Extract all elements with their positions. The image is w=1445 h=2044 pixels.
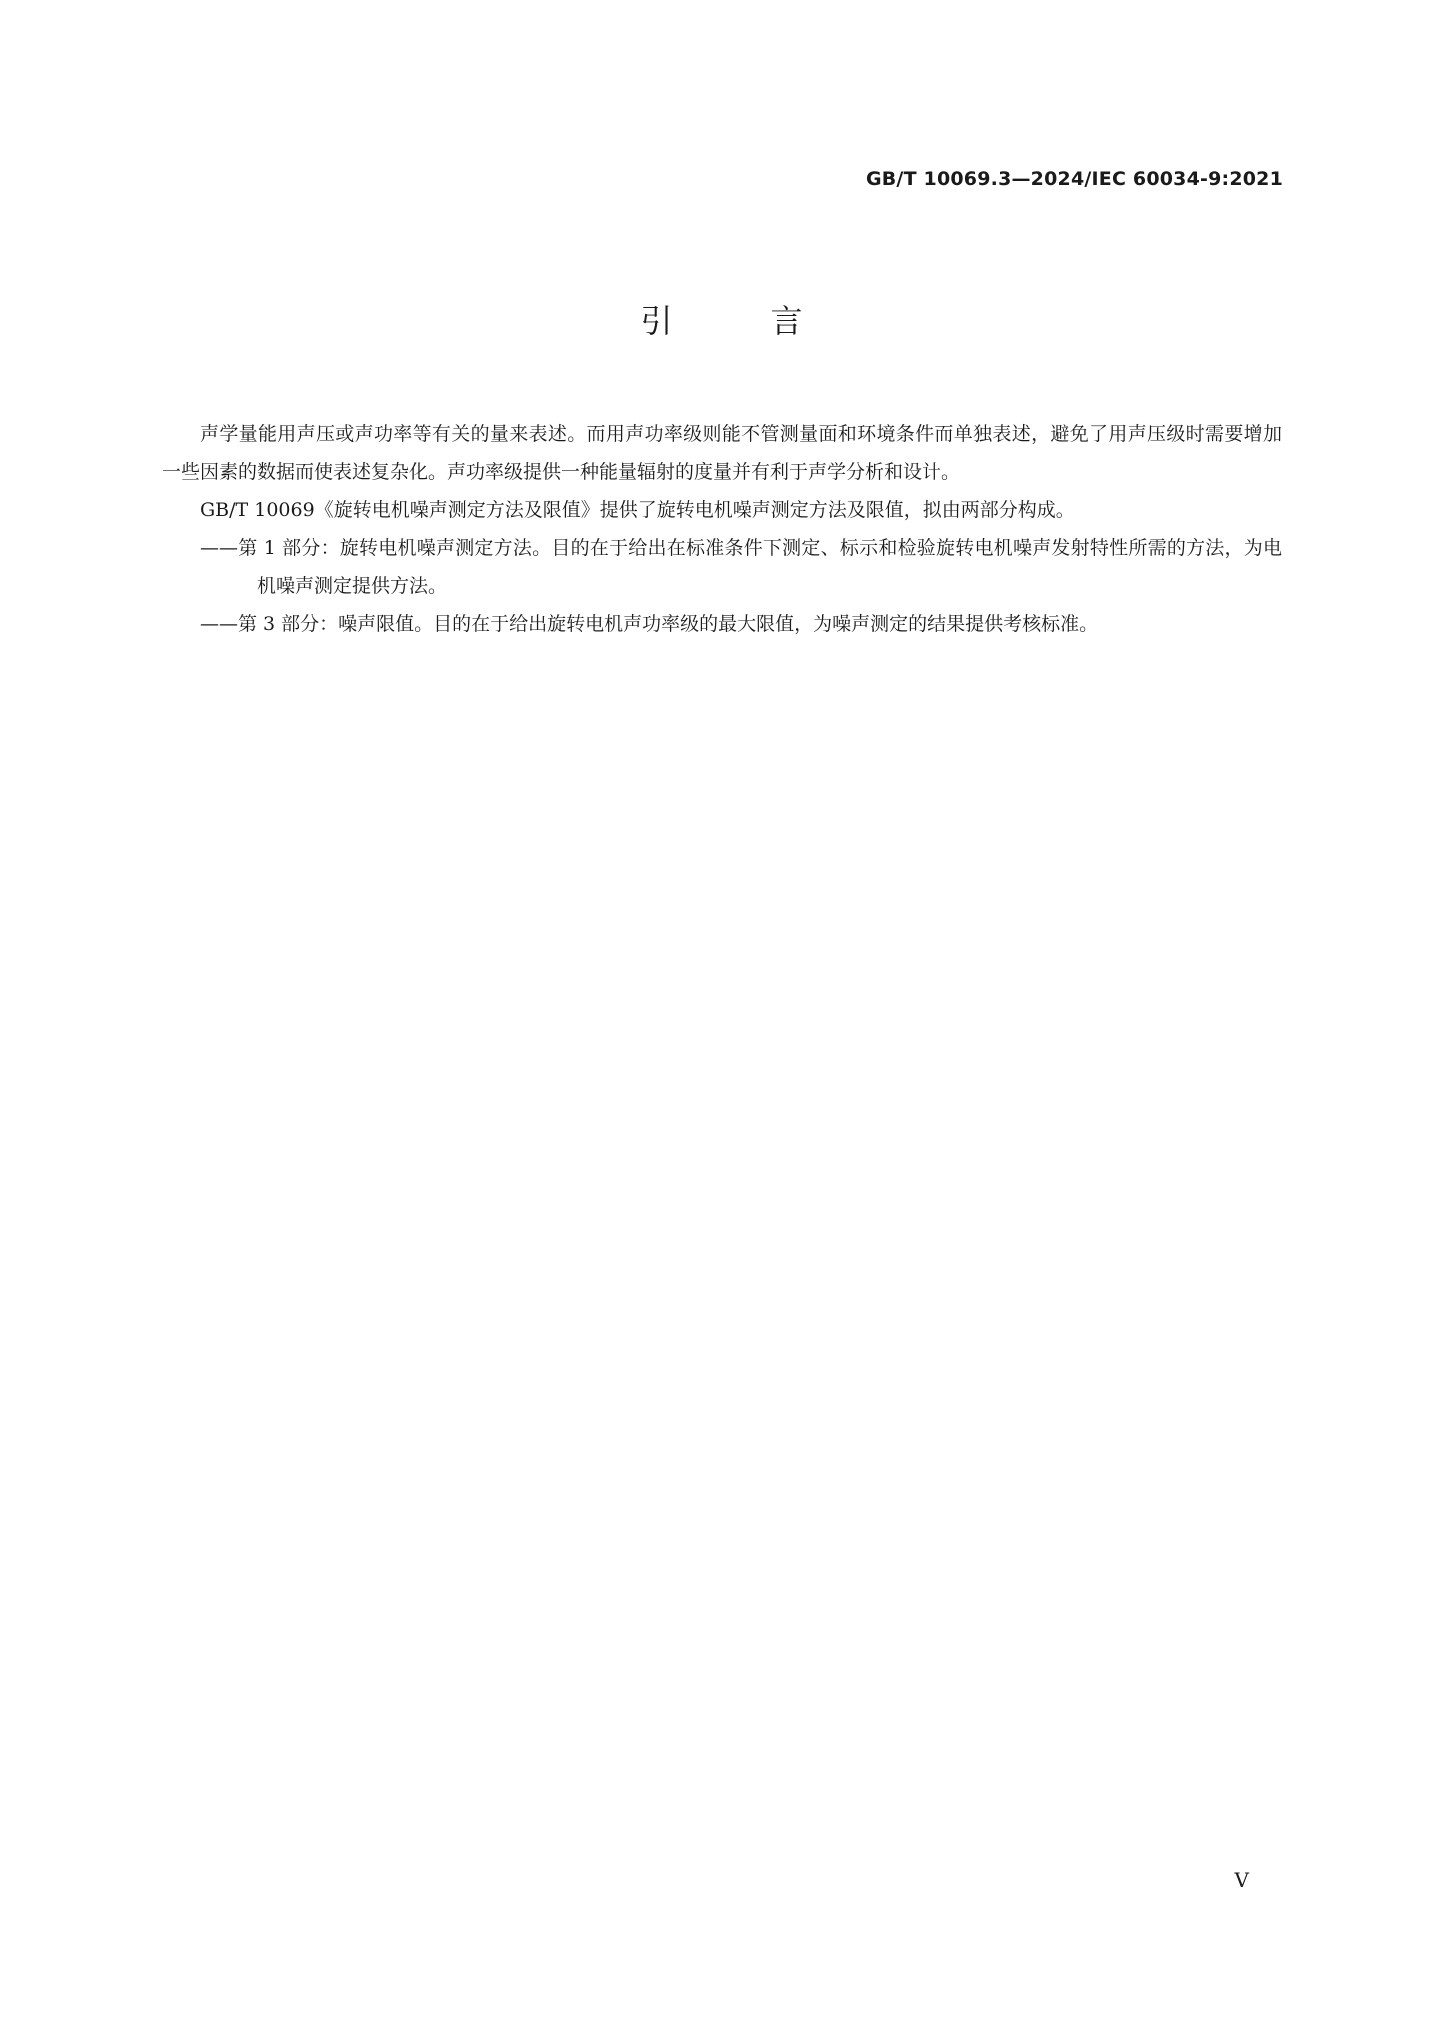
paragraph-acoustic-quantities: 声学量能用声压或声功率等有关的量来表述。而用声功率级则能不管测量面和环境条件而单独表述，避免了用声压级时需要增加一些因素的数据而使表述复杂化。声功率级提供一种能量辐射的度量并有利于声学分析和设计。 xyxy=(162,423,1282,483)
introduction-body xyxy=(162,415,1282,643)
page-title xyxy=(0,296,1445,342)
list-item-part-3: ——第 3 部分：噪声限值。目的在于给出旋转电机声功率级的最大限值，为噪声测定的结果提供考核标准。 xyxy=(200,613,1099,635)
page-title-char-1: 引 xyxy=(640,302,675,340)
page-title-char-2: 言 xyxy=(770,302,805,340)
paragraph-standard-structure: GB/T 10069《旋转电机噪声测定方法及限值》提供了旋转电机噪声测定方法及限值，拟由两部分构成。 xyxy=(200,499,1075,521)
list-item-part-1: ——第 1 部分：旋转电机噪声测定方法。目的在于给出在标准条件下测定、标示和检验旋转电机噪声发射特性所需的方法，为电机噪声测定提供方法。 xyxy=(200,537,1282,597)
standard-number-header: GB/T 10069.3—2024/IEC 60034-9:2021 xyxy=(865,168,1283,190)
page-number: V xyxy=(1234,1868,1249,1892)
